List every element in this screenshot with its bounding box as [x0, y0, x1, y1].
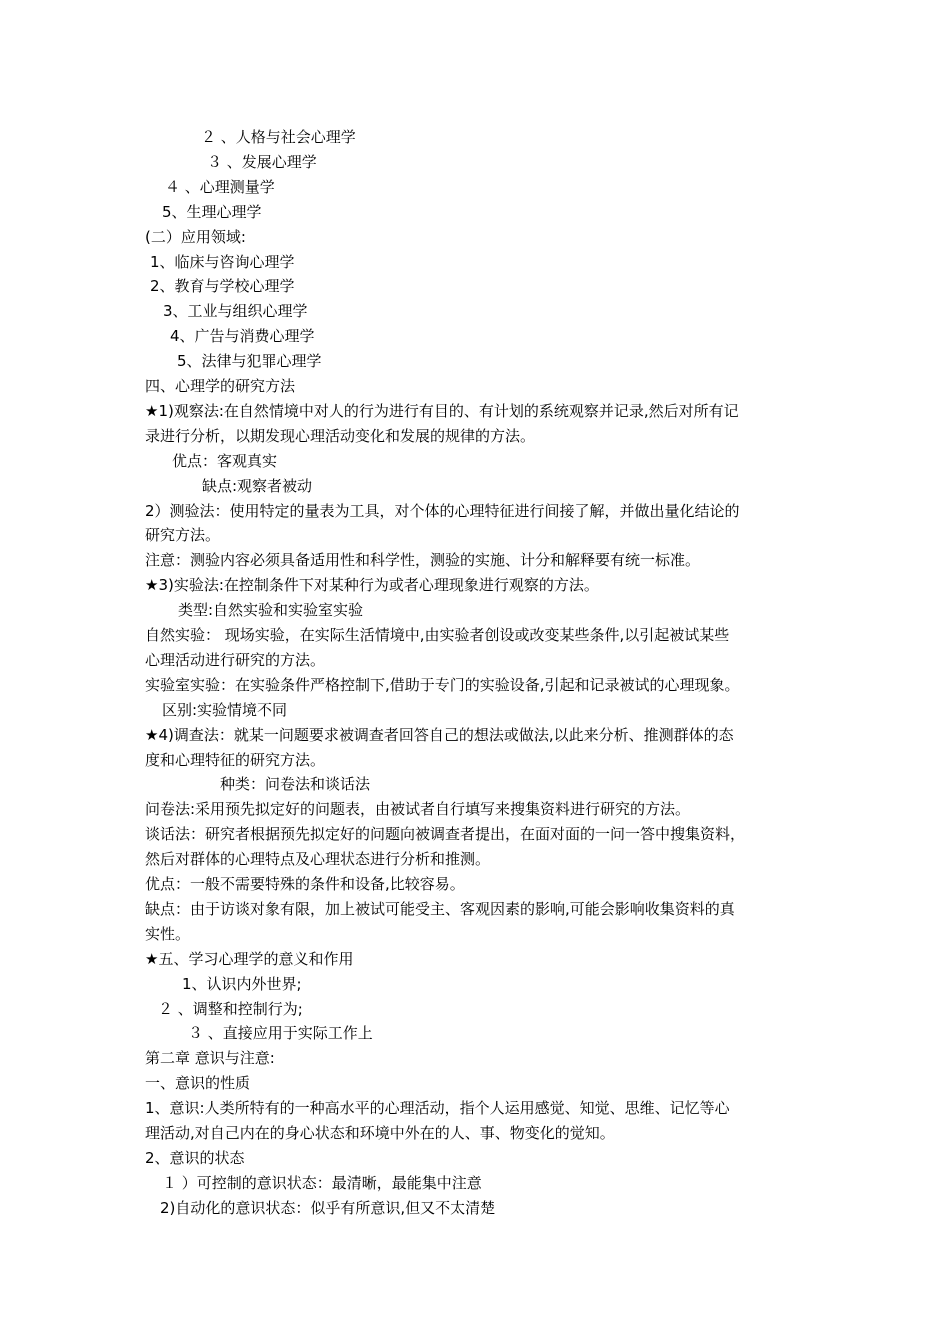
- text-line: ３ 、发展心理学: [207, 152, 317, 171]
- text-line: 心理活动进行研究的方法。: [145, 650, 326, 669]
- text-line: 第二章 意识与注意:: [145, 1049, 275, 1068]
- text-line: 1、认识内外世界;: [182, 974, 302, 993]
- text-line: 1、临床与咨询心理学: [150, 252, 295, 271]
- text-line: ２ 、人格与社会心理学: [201, 128, 356, 146]
- text-line: (二）应用领域:: [145, 227, 246, 246]
- text-line: 谈话法：研究者根据预先拟定好的问题向被调查者提出，在面对面的一问一答中搜集资料，: [145, 825, 746, 844]
- text-line: 优点：一般不需要特殊的条件和设备,比较容易。: [145, 875, 465, 893]
- text-line: 5、生理心理学: [162, 202, 262, 221]
- text-line: 3、工业与组织心理学: [163, 302, 308, 321]
- text-line: 一、意识的性质: [145, 1074, 251, 1093]
- text-line: 度和心理特征的研究方法。: [145, 750, 326, 769]
- text-line: 问卷法:采用预先拟定好的问题表，由被试者自行填写来搜集资料进行研究的方法。: [145, 800, 691, 819]
- text-line: 2）测验法：使用特定的量表为工具，对个体的心理特征进行间接了解，并做出量化结论的: [145, 501, 740, 520]
- text-line: 研究方法。: [145, 526, 221, 545]
- text-line: ３ 、直接应用于实际工作上: [188, 1024, 373, 1043]
- text-line: 缺点:观察者被动: [202, 476, 313, 495]
- text-line: 2、教育与学校心理学: [150, 277, 295, 296]
- text-line: 2、意识的状态: [145, 1148, 245, 1167]
- text-line: 类型:自然实验和实验室实验: [178, 601, 364, 620]
- text-line: ★3)实验法:在控制条件下对某种行为或者心理现象进行观察的方法。: [145, 576, 599, 595]
- text-line: 注意：测验内容必须具备适用性和科学性，测验的实施、计分和解释要有统一标准。: [145, 551, 701, 570]
- text-line: 4、广告与消费心理学: [170, 327, 315, 346]
- text-line: 自然实验： 现场实验，在实际生活情境中,由实验者创设或改变某些条件,以引起被试某些: [145, 626, 730, 644]
- text-line: 缺点：由于访谈对象有限，加上被试可能受主、客观因素的影响,可能会影响收集资料的真: [145, 899, 735, 918]
- text-line: 区别:实验情境不同: [162, 700, 288, 719]
- text-line: ★4)调查法：就某一问题要求被调查者回答自己的想法或做法,以此来分析、推测群体的态: [145, 725, 734, 744]
- text-line: 1、意识:人类所特有的一种高水平的心理活动，指个人运用感觉、知觉、思维、记忆等心: [145, 1099, 730, 1118]
- text-line: 实性。: [145, 924, 191, 943]
- text-line: 四、心理学的研究方法: [145, 377, 296, 395]
- text-line: ２ 、调整和控制行为;: [158, 999, 303, 1018]
- text-line: 理活动,对自己内在的身心状态和环境中外在的人、事、物变化的觉知。: [145, 1124, 615, 1142]
- text-line: ４ 、心理测量学: [165, 177, 275, 196]
- text-line: 实验室实验：在实验条件严格控制下,借助于专门的实验设备,引起和记录被试的心理现象。: [145, 675, 740, 694]
- text-line: 种类：问卷法和谈话法: [220, 775, 371, 794]
- text-line: 2)自动化的意识状态：似乎有所意识,但又不太清楚: [160, 1198, 496, 1217]
- text-line: １ ）可控制的意识状态：最清晰，最能集中注意: [162, 1173, 482, 1192]
- text-line: 优点：客观真实: [172, 451, 278, 470]
- text-line: ★1)观察法:在自然情境中对人的行为进行有目的、有计划的系统观察并记录,然后对所有记: [145, 401, 739, 420]
- text-line: 5、法律与犯罪心理学: [177, 352, 322, 371]
- text-line: 录进行分析，以期发现心理活动变化和发展的规律的方法。: [145, 426, 536, 445]
- text-line: 然后对群体的心理特点及心理状态进行分析和推测。: [145, 850, 491, 869]
- text-line: ★五、学习心理学的意义和作用: [145, 949, 354, 968]
